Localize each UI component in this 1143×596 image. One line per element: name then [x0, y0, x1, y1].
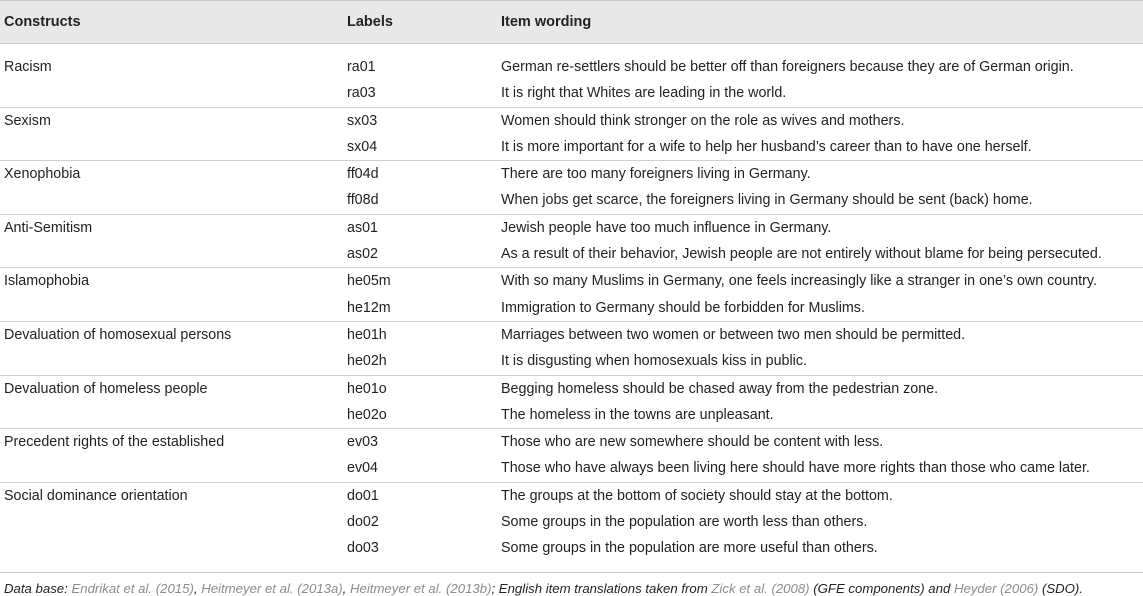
label-cell: he02o [347, 406, 387, 423]
wording-cell: Immigration to Germany should be forbidden for Muslims. [501, 299, 865, 316]
footnote-ref-heitmeyer-a[interactable]: Heitmeyer et al. (2013a) [201, 580, 343, 596]
table-row [0, 267, 1143, 294]
header-labels: Labels [347, 14, 393, 30]
table-row [0, 241, 1143, 267]
table-row [0, 509, 1143, 535]
label-cell: ff08d [347, 192, 379, 209]
table-row [0, 54, 1143, 80]
wording-cell: Some groups in the population are more useful than others. [501, 540, 878, 557]
table-row [0, 107, 1143, 134]
wording-cell: Those who are new somewhere should be content with less. [501, 434, 884, 451]
construct-cell: Racism [4, 59, 52, 75]
wording-cell: The homeless in the towns are unpleasant. [501, 406, 774, 423]
table-row [0, 455, 1143, 481]
label-cell: he02h [347, 353, 387, 370]
table-row [0, 428, 1143, 455]
table-row [0, 375, 1143, 402]
construct-cell: Sexism [4, 112, 51, 129]
label-cell: do02 [347, 514, 379, 531]
wording-cell: Some groups in the population are worth less than others. [501, 514, 868, 531]
footnote-ref-endrikat[interactable]: Endrikat et al. (2015) [71, 580, 194, 596]
wording-cell: Those who have always been living here should have more rights than those who came later. [501, 460, 1090, 477]
wording-cell: The groups at the bottom of society should stay at the bottom. [501, 487, 893, 504]
label-cell: ev03 [347, 434, 379, 451]
table-row [0, 160, 1143, 187]
construct-cell: Islamophobia [4, 273, 90, 290]
label-cell: he01h [347, 326, 387, 343]
wording-cell: As a result of their behavior, Jewish people are not entirely without blame for being persecuted. [501, 246, 1102, 263]
label-cell: do03 [347, 540, 379, 557]
construct-cell: Devaluation of homeless people [4, 380, 208, 397]
wording-cell: It is disgusting when homosexuals kiss in public. [501, 353, 807, 370]
footnote-suffix: (SDO). [1038, 580, 1083, 596]
footnote-sep1: , [193, 580, 202, 596]
footnote-ref-heitmeyer-b[interactable]: Heitmeyer et al. (2013b) [350, 580, 492, 596]
wording-cell: Begging homeless should be chased away from the pedestrian zone. [501, 380, 939, 397]
label-cell: as02 [347, 246, 379, 263]
footnote-ref-zick[interactable]: Zick et al. (2008) [711, 580, 810, 596]
wording-cell: There are too many foreigners living in Germany. [501, 166, 811, 183]
footnote-mid: ; English item translations taken from [491, 580, 712, 596]
construct-cell: Social dominance orientation [4, 487, 188, 504]
table-row [0, 535, 1143, 561]
label-cell: ev04 [347, 460, 379, 477]
table-footnote [0, 573, 1143, 596]
table-row [0, 321, 1143, 348]
table-row [0, 134, 1143, 160]
construct-cell: Precedent rights of the established [4, 434, 225, 451]
label-cell: sx03 [347, 112, 378, 129]
label-cell: he05m [347, 273, 391, 290]
table-row [0, 80, 1143, 106]
wording-cell: When jobs get scarce, the foreigners living in Germany should be sent (back) home. [501, 192, 1033, 209]
wording-cell: With so many Muslims in Germany, one feels increasingly like a stranger in one’s own country. [501, 273, 1097, 290]
wording-cell: Women should think stronger on the role as wives and mothers. [501, 112, 905, 129]
label-cell: ff04d [347, 166, 379, 183]
construct-cell: Xenophobia [4, 166, 81, 183]
table-header-row [0, 0, 1143, 44]
table-row [0, 348, 1143, 374]
table-body [0, 44, 1143, 562]
label-cell: ra01 [347, 59, 376, 75]
footnote-ref-heyder[interactable]: Heyder (2006) [953, 580, 1039, 596]
label-cell: ra03 [347, 85, 376, 102]
wording-cell: It is more important for a wife to help her husband’s career than to have one herself. [501, 138, 1032, 155]
table-row [0, 187, 1143, 213]
label-cell: he01o [347, 380, 387, 397]
footnote-sep2: , [342, 580, 350, 596]
label-cell: as01 [347, 219, 379, 236]
construct-cell: Anti-Semitism [4, 219, 93, 236]
wording-cell: German re-settlers should be better off than foreigners because they are of German origin. [501, 59, 1074, 75]
header-constructs: Constructs [4, 14, 81, 30]
table-row [0, 214, 1143, 241]
table-row [0, 482, 1143, 509]
wording-cell: Marriages between two women or between two men should be permitted. [501, 326, 966, 343]
table-row [0, 402, 1143, 428]
footnote-mid2: (GFE components) and [809, 580, 954, 596]
wording-cell: It is right that Whites are leading in the world. [501, 85, 787, 102]
table-row [0, 295, 1143, 321]
label-cell: do01 [347, 487, 379, 504]
construct-cell: Devaluation of homosexual persons [4, 326, 232, 343]
label-cell: he12m [347, 299, 391, 316]
footnote-prefix: Data base: [4, 580, 72, 596]
header-item-wording: Item wording [501, 14, 592, 30]
wording-cell: Jewish people have too much influence in Germany. [501, 219, 832, 236]
label-cell: sx04 [347, 138, 378, 155]
